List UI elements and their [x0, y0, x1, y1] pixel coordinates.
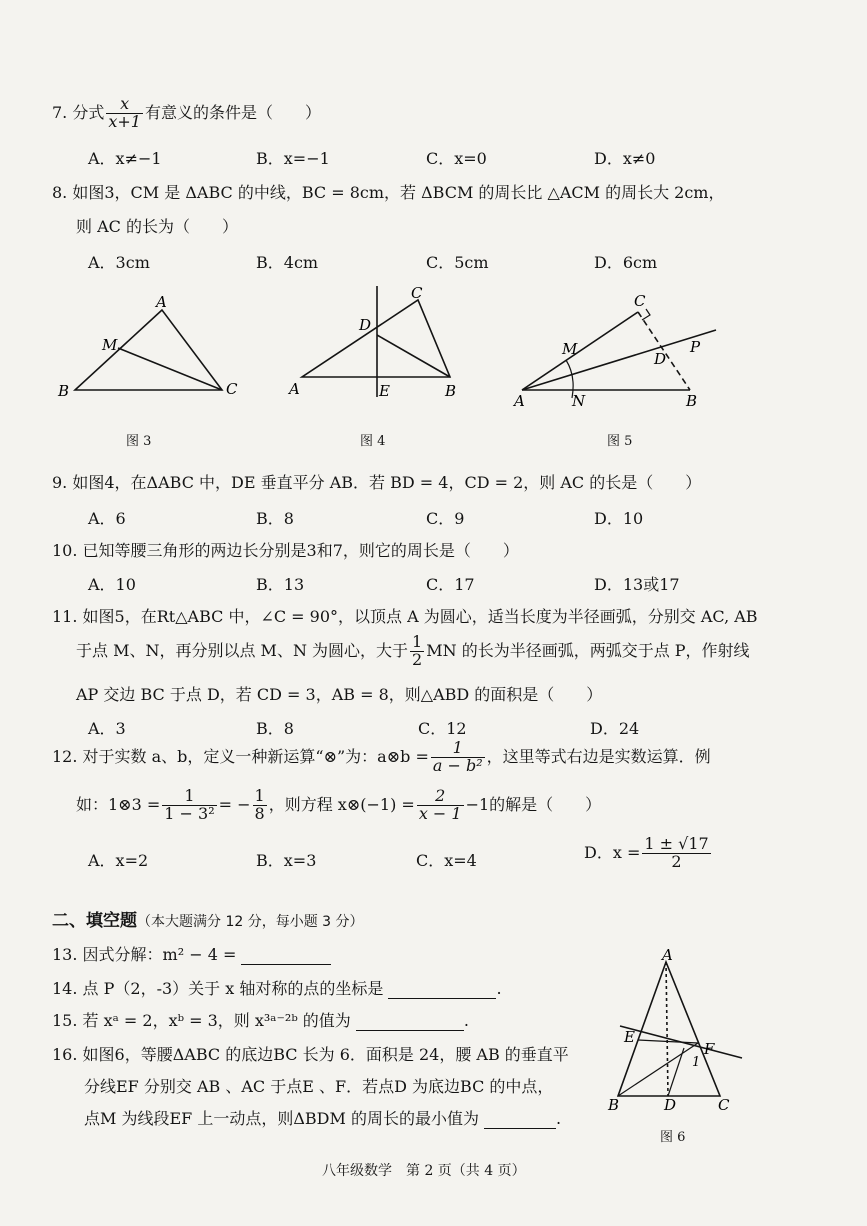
- question-text: 分式: [72, 102, 105, 122]
- label-b: B: [445, 382, 457, 400]
- option-a[interactable]: A．10: [88, 575, 136, 594]
- text-segment: ，这里等式右边是实数运算．例: [486, 746, 711, 766]
- option-b[interactable]: B．13: [256, 575, 305, 594]
- question-number: 12.: [52, 746, 78, 766]
- figure-6-caption: 图 6: [660, 1130, 686, 1145]
- label-d: D: [359, 316, 372, 334]
- question-text: 则 AC 的长为（ ）: [76, 217, 238, 236]
- figure-4: [285, 282, 485, 407]
- section-heading: [52, 906, 364, 931]
- label-b: B: [608, 1096, 620, 1114]
- text-segment: 如：1⊗3 =: [76, 794, 161, 814]
- fraction-denominator: 1 − 3²: [164, 803, 215, 823]
- figure-4-caption: 图 4: [360, 434, 386, 449]
- label-a: A: [156, 293, 167, 311]
- fraction: [253, 788, 267, 823]
- label-d: D: [654, 350, 667, 368]
- option-d[interactable]: D．13或17: [594, 575, 680, 594]
- question-number: 11.: [52, 607, 78, 626]
- question-16: [52, 1042, 569, 1065]
- question-text: [76, 634, 750, 669]
- question-8: [52, 180, 724, 203]
- text-segment: .: [463, 1011, 469, 1030]
- answer-blank[interactable]: [241, 948, 331, 965]
- option-b[interactable]: B．x=−1: [256, 149, 330, 168]
- option-a[interactable]: A．x≠−1: [88, 149, 162, 168]
- option-a[interactable]: A．x=2: [88, 851, 149, 870]
- option-b[interactable]: B．4cm: [256, 253, 319, 272]
- option-c[interactable]: C．x=4: [416, 851, 477, 870]
- question-number: 16.: [52, 1045, 78, 1064]
- text-segment: = −: [218, 794, 251, 814]
- option-d[interactable]: D．10: [594, 509, 644, 528]
- label-c: C: [226, 380, 238, 398]
- question-text: 分线EF 分别交 AB 、AC 于点E 、F．若点D 为底边BC 的中点，: [84, 1077, 554, 1096]
- label-m: M: [562, 340, 578, 358]
- question-text: [84, 1106, 561, 1129]
- figure-3: [50, 290, 250, 410]
- fraction-denominator: 2: [412, 649, 423, 669]
- label-c: C: [411, 284, 423, 302]
- section-title: 二、填空题: [52, 911, 137, 931]
- option-a[interactable]: A．3cm: [88, 253, 150, 272]
- answer-blank[interactable]: [388, 982, 496, 999]
- answer-blank[interactable]: [356, 1014, 464, 1031]
- question-11: [52, 604, 758, 627]
- text-segment: D．x =: [584, 842, 641, 862]
- figure-3-caption: 图 3: [126, 434, 152, 449]
- text-segment: .: [556, 1109, 562, 1128]
- option-c[interactable]: C．5cm: [426, 253, 489, 272]
- question-number: 7.: [52, 102, 68, 122]
- option-b[interactable]: B．x=3: [256, 851, 317, 870]
- fraction-numerator: 1: [431, 740, 485, 758]
- question-text: 已知等腰三角形的两边长分别是3和7，则它的周长是（ ）: [82, 541, 519, 560]
- question-13: [52, 942, 331, 965]
- question-12: [52, 740, 711, 775]
- label-b: B: [58, 382, 70, 400]
- question-number: 13.: [52, 945, 78, 964]
- option-d[interactable]: [584, 836, 713, 871]
- fraction: [106, 96, 143, 131]
- question-text: 有意义的条件是（ ）: [144, 102, 321, 122]
- figure-5-caption: 图 5: [607, 434, 633, 449]
- fraction-numerator: 2: [417, 788, 464, 806]
- text-segment: .: [496, 979, 502, 998]
- question-number: 8.: [52, 183, 68, 202]
- question-text: 点 P（2，-3）关于 x 轴对称的点的坐标是: [82, 979, 384, 998]
- label-e: E: [624, 1028, 635, 1046]
- fraction-numerator: 1: [254, 786, 265, 805]
- label-n: N: [572, 392, 586, 410]
- question-text: 如图6，等腰ΔABC 的底边BC 长为 6．面积是 24，腰 AB 的垂直平: [82, 1045, 569, 1064]
- label-a: A: [662, 948, 673, 964]
- label-f: F: [704, 1040, 715, 1058]
- fraction: [431, 740, 485, 775]
- question-text: 如图3，CM 是 ΔABC 的中线，BC = 8cm，若 ΔBCM 的周长比 △ACM 的周长大 2cm，: [72, 183, 725, 202]
- question-number: 15.: [52, 1011, 78, 1030]
- option-c[interactable]: C．12: [418, 719, 467, 738]
- fraction-numerator: 1 ± √17: [644, 834, 709, 853]
- fraction-denominator: x+1: [108, 111, 141, 131]
- question-10: [52, 538, 519, 561]
- option-a[interactable]: A．6: [88, 509, 126, 528]
- label-c: C: [718, 1096, 730, 1114]
- label-c: C: [634, 292, 646, 310]
- label-p: P: [690, 338, 701, 356]
- text-segment: ，则方程 x⊗(−1) =: [268, 794, 415, 814]
- option-b[interactable]: B．8: [256, 509, 294, 528]
- section-note: （本大题满分 12 分，每小题 3 分）: [137, 914, 364, 930]
- label-m: M: [102, 336, 118, 354]
- fraction: [642, 836, 710, 871]
- option-c[interactable]: C．17: [426, 575, 475, 594]
- question-7: [52, 96, 321, 131]
- label-b: B: [686, 392, 698, 410]
- question-9: [52, 470, 701, 493]
- fraction-denominator: a − b²: [432, 755, 483, 775]
- fraction: [162, 788, 216, 823]
- question-number: 10.: [52, 541, 78, 560]
- fraction-denominator: 2: [671, 851, 682, 871]
- label-d: D: [664, 1096, 677, 1114]
- figure-6: [604, 948, 764, 1118]
- text-segment: 于点 M、N，再分别以点 M、N 为圆心，大于: [76, 640, 409, 660]
- question-text: 若 xᵃ = 2，xᵇ = 3，则 x³ᵃ⁻²ᵇ 的值为: [82, 1011, 351, 1030]
- question-text: 如图4，在ΔABC 中，DE 垂直平分 AB．若 BD = 4，CD = 2，则 AC 的长是（ ）: [72, 473, 702, 492]
- text-segment: MN 的长为半径画弧，两弧交于点 P，作射线: [426, 640, 750, 660]
- option-b[interactable]: B．8: [256, 719, 294, 738]
- option-c[interactable]: C．x=0: [426, 149, 487, 168]
- page-footer: 八年级数学 第 2 页（共 4 页）: [322, 1163, 526, 1179]
- text-segment: 对于实数 a、b，定义一种新运算“⊗”为：a⊗b =: [82, 746, 429, 766]
- question-text: 如图5，在Rt△ABC 中，∠C = 90°，以顶点 A 为圆心，适当长度为半径画弧，分别交 AC, AB: [82, 607, 758, 626]
- question-text: AP 交边 BC 于点 D，若 CD = 3，AB = 8，则△ABD 的面积是（ ）: [76, 685, 603, 704]
- option-d[interactable]: D．6cm: [594, 253, 658, 272]
- question-number: 9.: [52, 473, 68, 492]
- figure-5: [510, 288, 725, 413]
- question-number: 14.: [52, 979, 78, 998]
- fraction-numerator: x: [106, 96, 143, 114]
- fraction: [410, 634, 424, 669]
- fraction: [417, 788, 464, 823]
- label-e: E: [379, 382, 390, 400]
- question-14: [52, 976, 502, 999]
- text-segment: 点M 为线段EF 上一动点，则ΔBDM 的周长的最小值为: [84, 1109, 479, 1128]
- option-d[interactable]: D．x≠0: [594, 149, 656, 168]
- label-a: A: [289, 380, 300, 398]
- option-a[interactable]: A．3: [88, 719, 126, 738]
- fraction-numerator: 1: [412, 632, 423, 651]
- question-text: [76, 788, 601, 823]
- label-a: A: [514, 392, 525, 410]
- question-text: 因式分解：m² − 4 =: [82, 945, 237, 964]
- text-segment: −1的解是（ ）: [465, 794, 602, 814]
- option-d[interactable]: D．24: [590, 719, 640, 738]
- fraction-numerator: 1: [162, 788, 216, 806]
- option-c[interactable]: C．9: [426, 509, 465, 528]
- fraction-denominator: x − 1: [418, 803, 462, 823]
- fraction-denominator: 8: [254, 803, 265, 823]
- question-15: [52, 1008, 469, 1031]
- label-angle-1: 1: [692, 1055, 701, 1070]
- answer-blank[interactable]: [484, 1112, 556, 1129]
